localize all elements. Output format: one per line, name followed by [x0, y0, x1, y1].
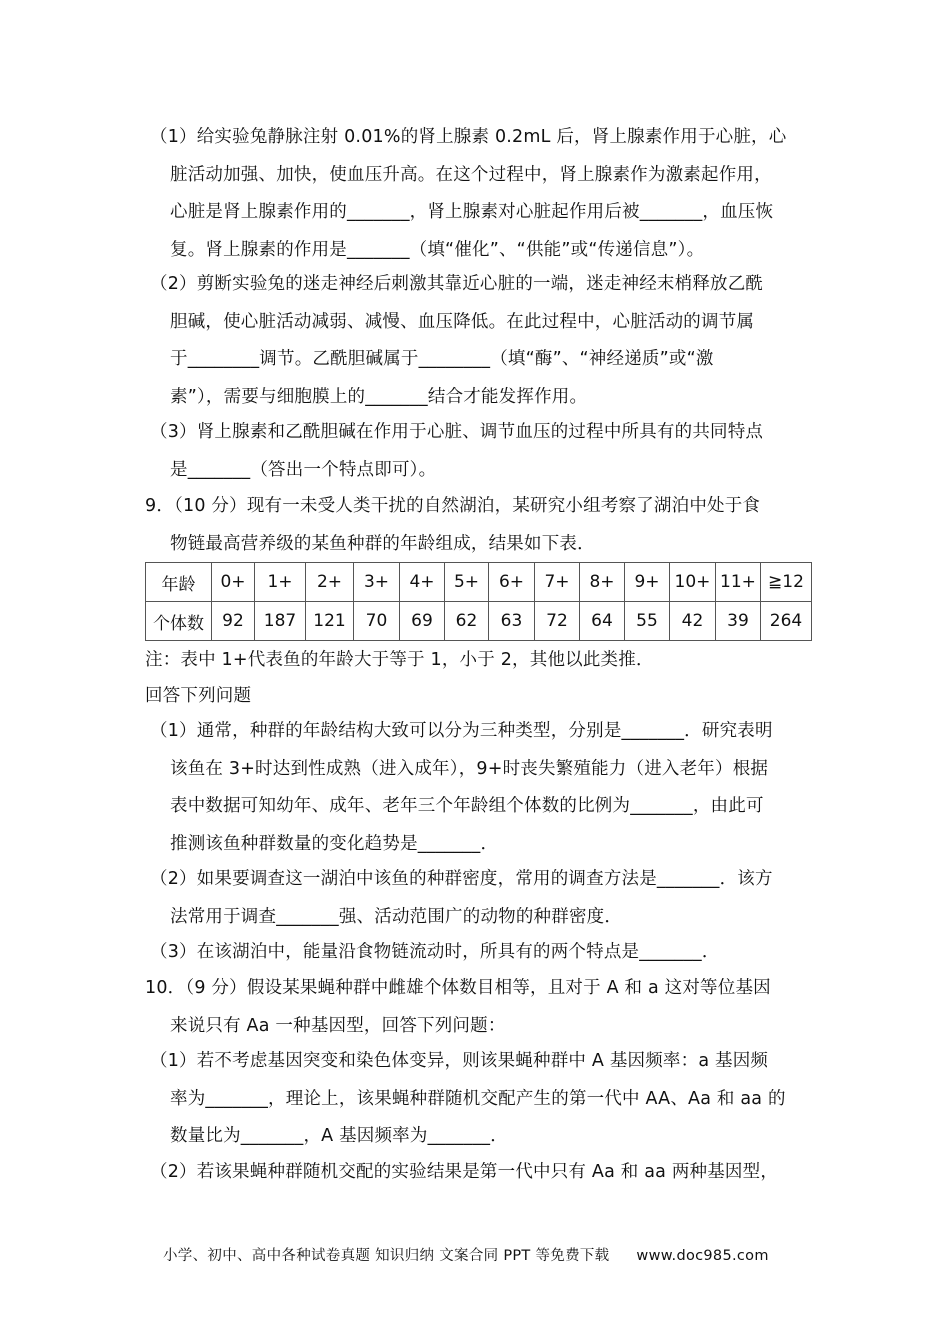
- page-footer: [163, 1244, 769, 1265]
- q8-part2-line3: 于________调节。乙酰胆碱属于________（填“酶”、“神经递质”或“激: [170, 349, 714, 369]
- q9-part3-line1: （3）在该湖泊中，能量沿食物链流动时，所具有的两个特点是_______．: [150, 942, 720, 962]
- age-cell: 8+: [580, 563, 625, 602]
- q9-part1-line4: 推测该鱼种群数量的变化趋势是_______．: [170, 834, 499, 854]
- count-cell: 39: [716, 602, 761, 641]
- age-cell: 2+: [306, 563, 354, 602]
- count-cell: 62: [445, 602, 489, 641]
- q8-part1-line3: 心脏是肾上腺素作用的_______，肾上腺素对心脏起作用后被_______，血压恢: [170, 202, 774, 222]
- age-cell: 11+: [716, 563, 761, 602]
- table-row-age: [146, 563, 812, 602]
- q8-part1-line1: （1）给实验兔静脉注射 0.01%的肾上腺素 0.2mL 后，肾上腺素作用于心脏，心: [150, 127, 787, 147]
- age-cell: 5+: [445, 563, 489, 602]
- q9-part1-line2: 该鱼在 3+时达到性成熟（进入成年），9+时丧失繁殖能力（进入老年）根据: [170, 759, 769, 779]
- q9-part2-line1: （2）如果要调查这一湖泊中该鱼的种群密度，常用的调查方法是_______．该方: [150, 869, 773, 889]
- footer-site-link[interactable]: www.doc985.com: [636, 1248, 769, 1264]
- age-cell: ≧12: [761, 563, 812, 602]
- q10-part1-line2: 率为_______，理论上，该果蝇种群随机交配产生的第一代中 AA、Aa 和 aa 的: [170, 1089, 786, 1109]
- q8-part1-line4: 复。肾上腺素的作用是_______（填“催化”、“供能”或“传递信息”）。: [170, 240, 705, 260]
- footer-text: 小学、初中、高中各种试卷真题 知识归纳 文案合同 PPT 等免费下载: [163, 1248, 610, 1264]
- q9-part2-line2: 法常用于调查_______强、活动范围广的动物的种群密度．: [170, 907, 623, 927]
- q9-stem-line1: 9．（10 分）现有一未受人类干扰的自然湖泊，某研究小组考察了湖泊中处于食: [145, 496, 761, 516]
- age-cell: 7+: [535, 563, 580, 602]
- count-row-label: 个体数: [146, 602, 212, 641]
- count-cell: 69: [400, 602, 445, 641]
- q8-part3-line2: 是_______（答出一个特点即可）。: [170, 460, 437, 480]
- count-cell: 121: [306, 602, 354, 641]
- count-cell: 264: [761, 602, 812, 641]
- q10-part1-line1: （1）若不考虑基因突变和染色体变异，则该果蝇种群中 A 基因频率：a 基因频: [150, 1051, 769, 1071]
- count-cell: 64: [580, 602, 625, 641]
- count-cell: 42: [670, 602, 716, 641]
- age-structure-table: [145, 562, 812, 641]
- q8-part2-line1: （2）剪断实验兔的迷走神经后刺激其靠近心脏的一端，迷走神经末梢释放乙酰: [150, 274, 764, 294]
- q9-part1-line1: （1）通常，种群的年龄结构大致可以分为三种类型，分别是_______．研究表明: [150, 721, 773, 741]
- q10-part2-line1: （2）若该果蝇种群随机交配的实验结果是第一代中只有 Aa 和 aa 两种基因型，: [150, 1162, 779, 1182]
- count-cell: 72: [535, 602, 580, 641]
- age-cell: 1+: [255, 563, 306, 602]
- q9-part1-line3: 表中数据可知幼年、成年、老年三个年龄组个体数的比例为_______，由此可: [170, 796, 764, 816]
- count-cell: 55: [625, 602, 670, 641]
- count-cell: 92: [212, 602, 255, 641]
- count-cell: 70: [354, 602, 400, 641]
- q10-stem-line1: 10．（9 分）假设某果蝇种群中雌雄个体数目相等，且对于 A 和 a 这对等位基因: [145, 978, 771, 998]
- table-note: 注：表中 1+代表鱼的年龄大于等于 1，小于 2，其他以此类推．: [145, 650, 654, 670]
- age-cell: 0+: [212, 563, 255, 602]
- q8-part2-line2: 胆碱，使心脏活动减弱、减慢、血压降低。在此过程中，心脏活动的调节属: [170, 312, 755, 332]
- count-cell: 63: [489, 602, 535, 641]
- age-cell: 9+: [625, 563, 670, 602]
- q9-stem-line2: 物链最高营养级的某鱼种群的年龄组成，结果如下表．: [170, 534, 595, 554]
- q8-part1-line2: 脏活动加强、加快，使血压升高。在这个过程中，肾上腺素作为激素起作用，: [170, 165, 772, 185]
- age-cell: 6+: [489, 563, 535, 602]
- answer-prompt: 回答下列问题: [145, 686, 252, 706]
- q8-part3-line1: （3）肾上腺素和乙酰胆碱在作用于心脏、调节血压的过程中所具有的共同特点: [150, 422, 764, 442]
- age-row-label: 年龄: [146, 563, 212, 602]
- age-cell: 10+: [670, 563, 716, 602]
- age-cell: 3+: [354, 563, 400, 602]
- age-cell: 4+: [400, 563, 445, 602]
- count-cell: 187: [255, 602, 306, 641]
- q10-part1-line3: 数量比为_______，A 基因频率为_______．: [170, 1126, 508, 1146]
- q8-part2-line4: 素”），需要与细胞膜上的_______结合才能发挥作用。: [170, 387, 588, 407]
- table-row-count: [146, 602, 812, 641]
- q10-stem-line2: 来说只有 Aa 一种基因型，回答下列问题：: [170, 1016, 506, 1036]
